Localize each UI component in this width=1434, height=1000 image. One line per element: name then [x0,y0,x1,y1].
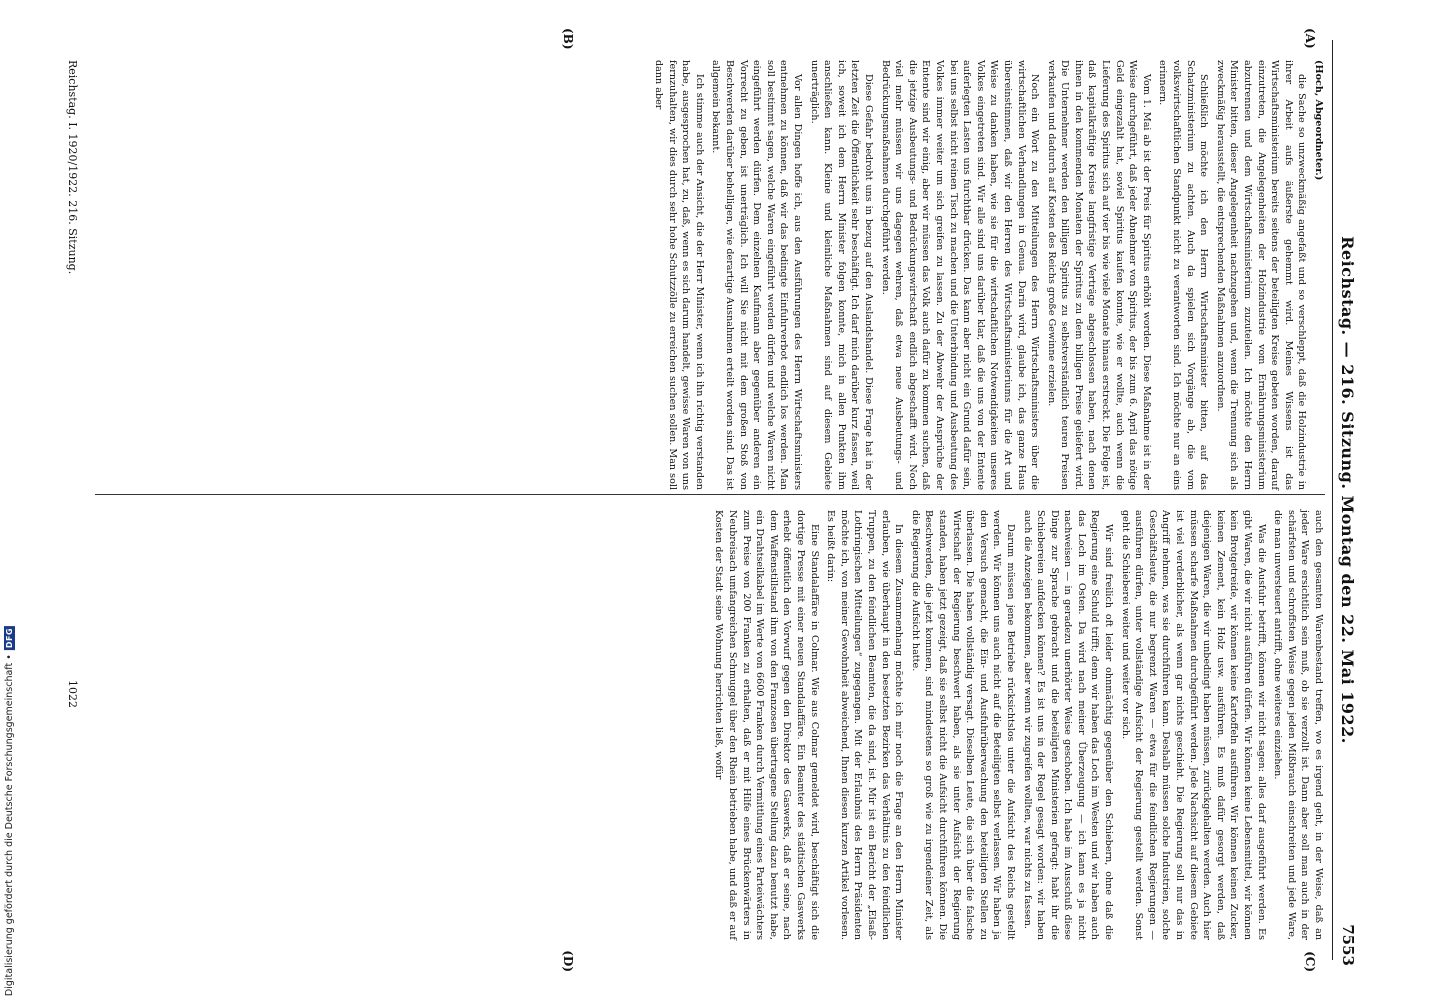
credit-text: Digitalisierung gefördert durch die Deutsche Forschungsgemeinschaft • [4,654,15,996]
margin-letter-d: (D) [561,950,575,972]
speaker-label: (Hoch, Abgeordneter.) [1313,60,1324,181]
footer-session: Reichstag. I. 1920/1922. 216. Sitzung. [66,60,79,275]
margin-letter-b: (B) [561,28,575,50]
margin-letter-a: (A) [1303,28,1317,49]
paragraph: Wir sind freilich oft leider ohnmächtig gegenüber den Schiebern, ohne daß die Regierung eine Schuld trifft; denn wir haben das Loch im Westen und wir haben auch das Loch im Osten. Da wird nach meiner Überzeugung — ich kann es ja nicht nachweisen — in geradezu unerhörter Weise geschoben. Ich habe im Ausschuß diese Dinge zur Sprache gebracht und die beteiligten Ministerien gefragt: habt ihr die Schiebereien aufdecken können? Es ist uns in der Regel gesagt worden: wir haben auch die Anzeigen bekommen, aber wenn wir zugreifen wollten, war nichts zu fassen. [1021,510,1115,940]
running-head: Reichstag. — 216. Sitzung. Montag den 22. Mai 1922. [1338,236,1357,744]
right-column [45,510,1325,940]
paragraph: Diese Gefahr bedroht uns in bezug auf den Auslandshandel. Diese Frage hat in der letzten Zeit die Öffentlichkeit sehr beschäftigt. Ich darf mich darüber kurz fassen, weil ich, soweit ich dem Herrn Minister folgen konnte, mich in allen Punkten ihm anschließen kann. Kleine und kleinliche Maßnahmen sind auf diesem Gebiete unerträglich. [808,60,874,490]
page-number: 7553 [1339,924,1357,966]
footer-sheet-number: 1022 [66,680,79,708]
digitization-credit [4,626,15,996]
paragraph: die Sache so unzweckmäßig angefaßt und so verschleppt, daß die Holzindustrie in ihrer Arbeit aufs äußerste gehemmt wird. Meines Wissens ist das Wirtschaftsministerium bereits seitens der beteiligten Kreise gebeten worden, darauf einzutreten, die Angelegenheiten der Holzindustrie vom Ernährungsministerium abzutrennen und dem Wirtschaftsministerium zuzuteilen. Ich möchte den Herrn Minister bitten, dieser Angelegenheit nachzugehen und, wenn die Trennung sich als zweckmäßig herausstellt, die entsprechenden Maßnahmen anzuordnen. [1214,60,1308,490]
paragraph: In diesem Zusammenhang möchte ich mir noch die Frage an den Herrn Minister erlauben, wie überhaupt in den besetzten Bezirken das Verhältnis zu den feindlichen Truppen, zu den feindlichen Beamten, die da sind, ist. Mir ist ein Bericht der „Elsaß-Lothringischen Mitteilungen“ zugegangen. Mit der Erlaubnis des Herrn Präsidenten möchte ich, von meiner Gewohnheit abweichend, Ihnen diesen kurzen Artikel vorlesen. Es heißt darin: [825,510,905,940]
header-rule [1332,40,1333,960]
dfg-logo-icon: DFG [5,627,14,649]
paragraph: Was die Ausfuhr betrifft, können wir nicht sagen: alles darf ausgeführt werden. Es gibt Waren, die wir nicht ausführen dürfen. Wir können keine Lebensmittel, wir können kein Brotgetreide, wir können keine Kartoffeln ausführen. Wir können keinen Zucker, keinen Zement, kein Holz usw. ausführen. Es muß dafür gesorgt werden, daß diejenigen Waren, die wir unbedingt haben müssen, zurückgehalten werden. Auch hier müssen scharfe Maßnahmen durchgeführt werden. Jede Nachsicht auf diesem Gebiete ist viel verderblicher, als wenn gar nichts geschieht. Die Regierung soll nur das in Angriff nehmen, was sie durchführen kann. Deshalb müssen solche Industrien, solche Geschäftsleute, die nur begrenzt Waren — etwa für die feindlichen Regierungen — ausführen dürfen, unter vollständige Aufsicht der Regierung gestellt werden. Sonst geht die Schieberei weiter und weiter vor sich. [1119,510,1267,940]
margin-letter-c: (C) [1303,951,1317,972]
paragraph: auch den gesamten Warenbestand treffen, wo es irgend geht, in der Weise, daß an jeder Ware ersichtlich sein muß, ob sie verzollt ist. Dann aber soll man auch in der schärfsten und schroffsten Weise gegen jeden Mißbrauch einschreiten und jede Ware, die man unversteuert antrifft, ohne weiteres einziehen. [1272,510,1324,940]
left-column [45,60,1325,490]
column-divider [95,494,1325,495]
paragraph: Vor allen Dingen hoffe ich, aus den Ausführungen des Herrn Wirtschaftsministers entnehmen zu können, daß wir das bedingte Einfuhrverbot endlich los werden. Man soll bestimmt sagen, welche Waren eingeführt werden dürfen und welche Waren nicht eingeführt werden dürfen. Dem einzelnen Kaufmann aber gegenüber anderen ein Vorrecht zu geben, ist unerträglich. Ich will Sie nicht mit dem großen Stoß von Beschwerden darüber behelligen, wie derartige Ausnahmen erteilt worden sind. Das ist allgemein bekannt. [710,60,804,490]
paragraph: Darum müssen jene Betriebe rücksichtslos unter die Aufsicht des Reichs gestellt werden. Wir können uns auch nicht auf die Beteiligten selbst verlassen. Wir haben ja den Versuch gemacht, die Ein- und Ausfuhrüberwachung den beteiligten Stellen zu überlassen. Die haben vollständig versagt. Dieselben Leute, die sich über die falsche Wirtschaft der Regierung beschwert haben, als sie unter Aufsicht der Regierung standen, haben jetzt gezeigt, daß sie selbst nicht die Aufsicht durchführen können. Die Beschwerden, die jetzt kommen, sind mindestens so groß wie zu irgendeiner Zeit, als die Regierung die Aufsicht hatte. [909,510,1016,940]
paragraph: Noch ein Wort zu den Mitteilungen des Herrn Wirtschaftsministers über die wirtschaftlichen Verhandlungen in Genua. Darin wird, glaube ich, das ganze Haus übereinstimmen, daß wir den Herren des Wirtschaftsministeriums für die Art und Weise zu danken haben, wie sie für die wirtschaftlichen Notwendigkeiten unseres Volkes eingetreten sind. Wir alle sind uns darüber klar, daß die uns von der Entente auferlegten Lasten uns furchtbar drücken. Das kann aber nicht ein Grund dafür sein, bei uns selbst nicht reinen Tisch zu machen und die Unterbindung und Ausbeutung des Volkes immer weiter um sich greifen zu lassen. Zu der Abwehr der Ansprüche der Entente sind wir einig, aber wir müssen das Volk auch dafür zu kommen suchen, daß die jetzige Ausbeutungs- und Bedrückungswirtschaft endlich abgeschafft wird. Noch viel mehr müssen wir uns dagegen wehren, daß etwa neue Ausbeutungs- und Bedrückungsmaßnahmen durchgeführt werden. [879,60,1041,490]
paragraph: Ich stimme auch der Ansicht, die der Herr Minister, wenn ich ihn richtig verstanden habe, ausgesprochen hat, zu, daß, wenn es sich darum handelt, gewisse Waren von uns fernzuhalten, wir dies durch sehr hohe Schutzzölle zu erreichen suchen sollen. Man soll dann aber [653,60,705,490]
paragraph: Eine Standalaffäre in Colmar. Wie aus Colmar gemeldet wird, beschäftigt sich die dortige Presse mit einer neuen Standalaffäre. Ein Beamter des städtischen Gaswerks erhebt öffentlich den Vorwurf gegen den Direktor des Gaswerks, daß er seine, nach dem Waffenstillstand ihm von den Franzosen übertragene Stellung dazu benutzt habe, ein Drahtseilkabel im Werte von 6600 Franken durch Vermittlung eines Parteiwächters zum Preise von 200 Franken zu erhalten, daß er mit Hilfe eines Brückenwärters in Neubreisach umfangreichen Schmuggel über den Rhein betrieben habe, und daß er auf Kosten der Stadt seine Wohnung herrichten ließ, wofür [713,510,820,940]
paragraph: Vom 1. Mai ab ist der Preis für Spiritus erhöht worden. Diese Maßnahme ist in der Weise durchgeführt, daß jeder Abnehmer von Spiritus, der bis zum 6. April das nötige Geld eingezahlt hat, soviel Spiritus kaufen konnte, wie er wollte, auch wenn die Lieferung des Spiritus sich auf vier bis wie viele Monate hinaus erstreckt. Die Folge ist, daß kapitalkräftige Kreise langfristige Verträge abgeschlossen haben, nach denen ihnen in den kommenden Monaten der Spiritus zu dem billigen Preise geliefert wird. Die Unternehmer werden den billigen Spiritus zu selbstverständlich teuren Preisen verkaufen und dadurch auf Kosten des Reichs große Gewinne erzielen. [1045,60,1152,490]
paragraph: Schließlich möchte ich den Herrn Wirtschaftsminister bitten, auf das Schatzministerium zu achten. Auch da spielen sich Vorgänge ab, die vom volkswirtschaftlichen Standpunkt nicht zu verantworten sind. Ich möchte nur an eins erinnern. [1157,60,1210,490]
